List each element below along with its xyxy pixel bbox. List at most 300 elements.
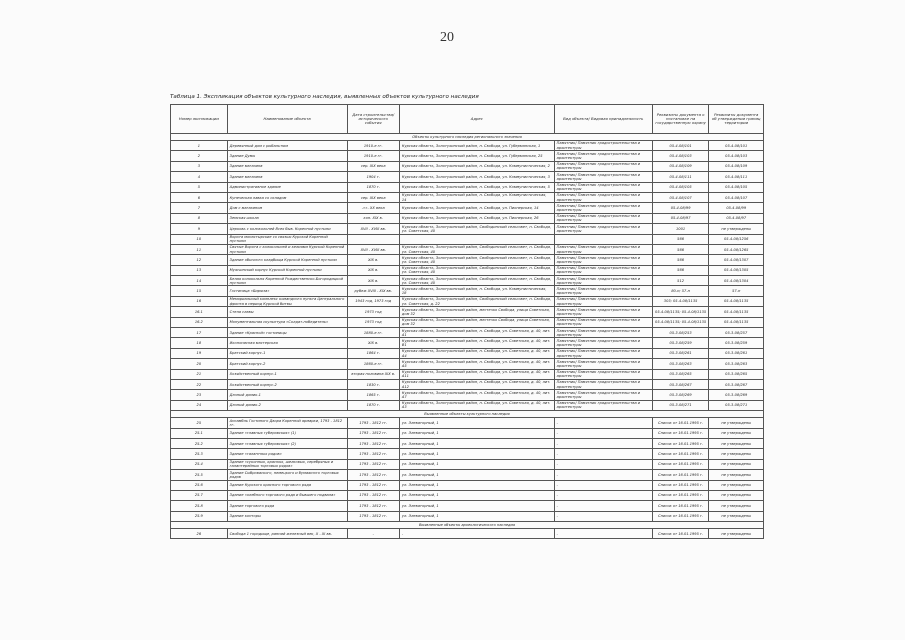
cell-boundary-doc: не утверждены xyxy=(709,480,764,490)
cell-type: Памятник/ Памятник градостроительства и архитектуры xyxy=(554,265,652,275)
table-row xyxy=(171,449,764,459)
cell-number: 22 xyxy=(171,379,228,389)
cell-name: Здание магазина xyxy=(227,161,347,171)
cell-type: Памятник/ Памятник градостроительства и архитектуры xyxy=(554,141,652,151)
cell-boundary-doc: не утверждены xyxy=(709,490,764,500)
cell-boundary-doc: 57-п xyxy=(709,286,764,296)
cell-number: 21 xyxy=(171,369,228,379)
cell-protection-doc: 566 xyxy=(652,255,709,265)
cell-type: Памятник/ Памятник градостроительства и архитектуры xyxy=(554,161,652,171)
cell-number: 25.9 xyxy=(171,511,228,521)
cell-protection-doc: Список от 16.01.1995 г. xyxy=(652,490,709,500)
cell-date: 1793 - 1812 гг. xyxy=(347,501,399,511)
cell-protection-doc: 05-3-08/263 xyxy=(652,359,709,369)
cell-date: 1860-е гг. xyxy=(347,359,399,369)
cell-protection-doc: 05-4-08/1135; 05-4-08/1135 xyxy=(652,317,709,327)
cell-date: 1910-е гг. xyxy=(347,151,399,161)
cell-type: Памятник/ Памятник градостроительства и архитектуры xyxy=(554,359,652,369)
cell-name: Дачный домик-1 xyxy=(227,390,347,400)
cell-protection-doc: Список от 16.01.1995 г. xyxy=(652,501,709,511)
cell-number: 26 xyxy=(171,529,228,539)
cell-type: Памятник/ Памятник градостроительства и архитектуры xyxy=(554,203,652,213)
cell-boundary-doc: 05-4-08/1135 xyxy=(709,307,764,317)
cell-boundary-doc: 05-4-08/103 xyxy=(709,151,764,161)
cell-number: 25.1 xyxy=(171,428,228,438)
col-header-name: Наименование объекта xyxy=(227,105,347,134)
cell-number: 16.1 xyxy=(171,307,228,317)
table-caption: Таблица 1. Экспликация объектов культурного наследия, выявленных объектов культурного наследия xyxy=(170,94,479,100)
cell-name: Хозяйственный корпус-2 xyxy=(227,379,347,389)
cell-protection-doc: 05-4-08/105 xyxy=(652,182,709,192)
cell-name: Здание «суконных, красных, шелковых, серебряных и галантерейных торговых рядов» xyxy=(227,459,347,469)
cell-protection-doc: Список от 16.01.1995 г. xyxy=(652,449,709,459)
table-row xyxy=(171,501,764,511)
cell-type: Памятник/ Памятник градостроительства и архитектуры xyxy=(554,369,652,379)
cell-address: ул. Элеваторный, 1 xyxy=(399,418,554,428)
cell-address: ул. Элеваторный, 1 xyxy=(399,470,554,480)
cell-name: Здание «хлебного торгового ряда и бывшего подвала» xyxy=(227,490,347,500)
cell-boundary-doc: 05-3-08/265 xyxy=(709,369,764,379)
cell-date: XIX в. xyxy=(347,338,399,348)
cell-number: 23 xyxy=(171,390,228,400)
cell-name: Мужчинский корпус Курской Коренной пустыни xyxy=(227,265,347,275)
cell-number: 20 xyxy=(171,359,228,369)
cell-date: XIX в. xyxy=(347,265,399,275)
cell-number: 17 xyxy=(171,328,228,338)
cell-boundary-doc: не утверждены xyxy=(709,449,764,459)
cell-protection-doc: 566 xyxy=(652,265,709,275)
cell-boundary-doc: 05-4-08/111 xyxy=(709,172,764,182)
cell-protection-doc: Список от 16.01.1995 г. xyxy=(652,459,709,469)
cell-date: 1870 г. xyxy=(347,400,399,410)
cell-name: Гостиница «Бирюза» xyxy=(227,286,347,296)
cell-type: Памятник/ Памятник градостроительства и архитектуры xyxy=(554,151,652,161)
cell-address: Курская область, Золотухинский район, п. Свобода, ул. Коммунистическая, 18 xyxy=(399,286,554,296)
cell-number: 15 xyxy=(171,286,228,296)
table-row xyxy=(171,400,764,410)
cell-boundary-doc: 05-4-08/99 xyxy=(709,203,764,213)
cell-boundary-doc: 05-4-08/1135 xyxy=(709,296,764,306)
cell-protection-doc: 05-4-08/111 xyxy=(652,172,709,182)
cell-boundary-doc: 05-3-08/269 xyxy=(709,390,764,400)
cell-type xyxy=(554,234,652,244)
cell-date: вторая половина XIX в. xyxy=(347,369,399,379)
cell-boundary-doc: 05-4-08/1307 xyxy=(709,255,764,265)
cell-boundary-doc: 05-4-08/97 xyxy=(709,213,764,223)
cell-date: 1973 год xyxy=(347,317,399,327)
cell-number: 6 xyxy=(171,192,228,202)
table-row xyxy=(171,234,764,244)
cell-type: Памятник/ Памятник градостроительства и архитектуры xyxy=(554,348,652,358)
cell-number: 25.2 xyxy=(171,438,228,448)
cell-type: - xyxy=(554,459,652,469)
cell-protection-doc: Список от 16.01.1995 г. xyxy=(652,529,709,539)
table-row xyxy=(171,151,764,161)
cell-protection-doc: 05-4-08/97 xyxy=(652,213,709,223)
cell-protection-doc: 05-4-08/103 xyxy=(652,151,709,161)
cell-date: 1864 г. xyxy=(347,348,399,358)
cell-protection-doc: 05-3-08/253 xyxy=(652,328,709,338)
cell-date: 1830 г. xyxy=(347,379,399,389)
cell-boundary-doc: не утверждены xyxy=(709,428,764,438)
cell-date: 1943 год, 1973 год xyxy=(347,296,399,306)
cell-date: сер. XIX века xyxy=(347,192,399,202)
cell-name: Здание торгового ряда xyxy=(227,501,347,511)
table-body xyxy=(171,134,764,539)
cell-protection-doc: 512 xyxy=(652,276,709,286)
cell-address: ул. Элеваторный, 1 xyxy=(399,480,554,490)
cell-name: Братский корпус-1 xyxy=(227,348,347,358)
cell-type: Памятник/ Памятник градостроительства и архитектуры xyxy=(554,224,652,234)
cell-protection-doc: Список от 16.01.1995 г. xyxy=(652,470,709,480)
table-row xyxy=(171,529,764,539)
cell-name: Земская школа xyxy=(227,213,347,223)
cell-number: 11 xyxy=(171,244,228,254)
cell-number: 24 xyxy=(171,400,228,410)
cell-name: Здание Думы xyxy=(227,151,347,161)
cell-boundary-doc: 05-4-08/1265 xyxy=(709,244,764,254)
cell-type: - xyxy=(554,470,652,480)
cell-name: Деревянный дом с рыбальтюм xyxy=(227,141,347,151)
cell-type: - xyxy=(554,449,652,459)
table-row xyxy=(171,338,764,348)
section-title: Объекты культурного наследия регионального значения xyxy=(171,134,764,141)
cell-boundary-doc: 05-3-08/267 xyxy=(709,379,764,389)
cell-protection-doc: Список от 16.01.1995 г. xyxy=(652,418,709,428)
cell-protection-doc: Список от 16.01.1995 г. xyxy=(652,438,709,448)
table-row xyxy=(171,418,764,428)
table-row xyxy=(171,307,764,317)
cell-type: Памятник/ Памятник градостроительства и архитектуры xyxy=(554,213,652,223)
cell-boundary-doc: не утверждены xyxy=(709,418,764,428)
cell-protection-doc: 05-4-08/107 xyxy=(652,192,709,202)
cell-number: 10 xyxy=(171,234,228,244)
cell-number: 25.3 xyxy=(171,449,228,459)
cell-number: 5 xyxy=(171,182,228,192)
col-header-type: Вид объекта/ Видовая принадлежность xyxy=(554,105,652,134)
cell-type: Памятник/ Памятник градостроительства и архитектуры xyxy=(554,307,652,317)
section-header-row xyxy=(171,134,764,141)
cell-name: Здание конторы xyxy=(227,511,347,521)
cell-protection-doc: Список от 16.01.1995 г. xyxy=(652,511,709,521)
cell-type: Памятник/ Памятник градостроительства и архитектуры xyxy=(554,379,652,389)
col-header-protection-doc: Реквизиты документа о постановке на государственную охрану xyxy=(652,105,709,134)
cell-protection-doc: 05-4-08/1135; 05-4-08/1135 xyxy=(652,307,709,317)
cell-type: Памятник/ Памятник градостроительства и архитектуры xyxy=(554,400,652,410)
cell-date: 1793 - 1812 гг. xyxy=(347,438,399,448)
cell-address: Курская область, Золотухинский район, п. Свобода, ул. Советская, д. 40, лит. А3 xyxy=(399,400,554,410)
cell-address: Курская область, Золотухинский район, п. Свобода, ул. Советская, д. 40, лит. А12 xyxy=(399,379,554,389)
cell-name: Здание «главных губеровских» (2) xyxy=(227,438,347,448)
cell-address: ул. Элеваторный, 1 xyxy=(399,428,554,438)
cell-address: Курская область, Золотухинский район, местечко Свобода, улица Советская, дом 32 xyxy=(399,307,554,317)
cell-protection-doc: 1001 xyxy=(652,224,709,234)
table-row xyxy=(171,490,764,500)
table-row xyxy=(171,182,764,192)
cell-number: 3 xyxy=(171,161,228,171)
cell-type: - xyxy=(554,428,652,438)
cell-number: 14 xyxy=(171,276,228,286)
cell-name: Здание обычного кладбища Курской Коренной пустыни xyxy=(227,255,347,265)
cell-address: Курская область, Золотухинский район, Свободинский сельсовет, п. Свобода, ул. Советская, 40 xyxy=(399,224,554,234)
cell-date: 1904 г. xyxy=(347,172,399,182)
cell-date: 1793 - 1812 гг. xyxy=(347,490,399,500)
cell-address: Курская область, Золотухинский район, п. Свобода, ул. Советская, д. 40, лит. А11 xyxy=(399,369,554,379)
cell-boundary-doc: 05-4-08/1304 xyxy=(709,276,764,286)
cell-type: - xyxy=(554,418,652,428)
cell-address: ул. Элеваторный, 1 xyxy=(399,501,554,511)
table-row xyxy=(171,192,764,202)
cell-boundary-doc: 05-3-08/259 xyxy=(709,338,764,348)
cell-number: 25.8 xyxy=(171,501,228,511)
cell-type: Памятник/ Памятник градостроительства и архитектуры xyxy=(554,328,652,338)
cell-number: 12 xyxy=(171,255,228,265)
page-number: 20 xyxy=(440,30,454,45)
cell-boundary-doc: 05-4-08/1256 xyxy=(709,234,764,244)
col-header-address: Адрес xyxy=(399,105,554,134)
cell-name: Хозяйственный корпус-1 xyxy=(227,369,347,379)
col-header-date: Дата строительства/ исторического события xyxy=(347,105,399,134)
cell-number: 16 xyxy=(171,296,228,306)
cell-number: 7 xyxy=(171,203,228,213)
cell-boundary-doc: 05-4-08/105 xyxy=(709,182,764,192)
cell-name: Дачный домик-2 xyxy=(227,400,347,410)
cell-date: сер. XIX века xyxy=(347,161,399,171)
cell-address: Курская область, Золотухинский район, п. Свобода, ул. Советская, д. 40, лит. А5 xyxy=(399,359,554,369)
cell-protection-doc: 05-3-08/259 xyxy=(652,338,709,348)
col-header-boundary-doc: Реквизиты документа об утверждении границ территории xyxy=(709,105,764,134)
cell-address: Курская область, Золотухинский район, п. Свобода, ул. Губерманская, 25 xyxy=(399,151,554,161)
cell-number: 25 xyxy=(171,418,228,428)
cell-protection-doc: 05-4-08/109 xyxy=(652,161,709,171)
cell-protection-doc: 303; 05-4-08/1135 xyxy=(652,296,709,306)
table-row xyxy=(171,161,764,171)
cell-address: ул. Элеваторный, 1 xyxy=(399,449,554,459)
cell-type: - xyxy=(554,490,652,500)
cell-date: -«»- XX века xyxy=(347,203,399,213)
cell-name: Монументальная скульптура «Солдат-победитель» xyxy=(227,317,347,327)
cell-date: 1793 - 1812 гг. xyxy=(347,418,399,428)
cell-boundary-doc: 05-3-08/261 xyxy=(709,348,764,358)
table-row xyxy=(171,265,764,275)
cell-name: Здание магазина xyxy=(227,172,347,182)
cell-name: Свобода 1 городище, ранний железный век, X - XI вв. xyxy=(227,529,347,539)
cell-boundary-doc: 05-4-08/101 xyxy=(709,141,764,151)
col-header-number: Номер экспликации xyxy=(171,105,228,134)
cell-protection-doc: 05-3-08/261 xyxy=(652,348,709,358)
table-row xyxy=(171,369,764,379)
table-row xyxy=(171,428,764,438)
cell-number: 1 xyxy=(171,141,228,151)
cell-boundary-doc: не утверждены xyxy=(709,511,764,521)
cell-boundary-doc: 05-3-08/271 xyxy=(709,400,764,410)
section-header-row xyxy=(171,411,764,418)
cell-protection-doc: 566 xyxy=(652,234,709,244)
cell-name: Здание «Красной» гостиницы xyxy=(227,328,347,338)
cell-protection-doc: 05-3-08/265 xyxy=(652,369,709,379)
cell-date: 1793 - 1812 гг. xyxy=(347,480,399,490)
cell-name: Белая колокольня Коренной Рождественско-Богородицкой пустыни xyxy=(227,276,347,286)
cell-name: Здание Сыброваского, немецкого и бумажного торговых рядов xyxy=(227,470,347,480)
cell-type: - xyxy=(554,480,652,490)
cell-address: Курская область, Золотухинский район, п. Свобода, ул. Советская, д. 40, лит. А7 xyxy=(399,390,554,400)
section-title: Выявленные объекты культурного наследия xyxy=(171,411,764,418)
table-row xyxy=(171,296,764,306)
cell-protection-doc: Список от 16.01.1995 г. xyxy=(652,480,709,490)
cell-date: 1973 год xyxy=(347,307,399,317)
cell-address: Курская область, Золотухинский район, п. Свобода, ул. Губерманская, 1 xyxy=(399,141,554,151)
cell-address: Курская область, Золотухинский район, п. Свобода, ул. Пионерская, 14 xyxy=(399,203,554,213)
cell-address: Курская область, Золотухинский район, Свободинский сельсовет, п. Свобода, ул. Советская, 40 xyxy=(399,276,554,286)
cell-type: Памятник/ Памятник градостроительства и архитектуры xyxy=(554,296,652,306)
cell-number: 19 xyxy=(171,348,228,358)
cell-address: ул. Элеваторный, 1 xyxy=(399,511,554,521)
cell-type: Памятник/ Памятник градостроительства и архитектуры xyxy=(554,244,652,254)
table-row xyxy=(171,317,764,327)
cell-address xyxy=(399,234,554,244)
cell-type: Памятник/ Памятник градостроительства и архитектуры xyxy=(554,286,652,296)
cell-name: Купеческая лавка со складом xyxy=(227,192,347,202)
cell-address: Курская область, Золотухинский район, п. Свобода, ул. Коммунистическая, 2 xyxy=(399,161,554,171)
cell-date: - xyxy=(347,529,399,539)
cell-date: 1793 - 1812 гг. xyxy=(347,428,399,438)
cell-number: 25.6 xyxy=(171,480,228,490)
cell-name: Иконописная мастерская xyxy=(227,338,347,348)
cell-type: Памятник/ Памятник градостроительства и архитектуры xyxy=(554,182,652,192)
cell-address: Курская область, Золотухинский район, п. Свобода, ул. Коммунистическая, 3 xyxy=(399,172,554,182)
cell-name: Церковь с колокольней Всех быв. Коренной пустыни xyxy=(227,224,347,234)
cell-number: 9 xyxy=(171,224,228,234)
cell-name: Дом с магазином xyxy=(227,203,347,213)
cell-boundary-doc: не утверждены xyxy=(709,470,764,480)
cell-number: 8 xyxy=(171,213,228,223)
cell-date xyxy=(347,234,399,244)
cell-name: Святые Ворота с колокольней и келиями Курской Коренной пустыни xyxy=(227,244,347,254)
cell-protection-doc: 05-4-08/101 xyxy=(652,141,709,151)
cell-address: - xyxy=(399,529,554,539)
cell-date: 1793 - 1812 гг. xyxy=(347,511,399,521)
cell-name: Административное здание xyxy=(227,182,347,192)
cell-number: 25.7 xyxy=(171,490,228,500)
cell-type: Памятник/ Памятник градостроительства и архитектуры xyxy=(554,255,652,265)
cell-type: Памятник/ Памятник градостроительства и архитектуры xyxy=(554,276,652,286)
table-row xyxy=(171,480,764,490)
cell-date: 1793 - 1812 гг. xyxy=(347,470,399,480)
table-row xyxy=(171,203,764,213)
cell-name: Братский корпус-2 xyxy=(227,359,347,369)
cell-boundary-doc: не утверждены xyxy=(709,501,764,511)
table-row xyxy=(171,286,764,296)
cell-number: 4 xyxy=(171,172,228,182)
cell-address: Курская область, Золотухинский район, п. Свобода, ул. Советская, д. 40, лит. В1 xyxy=(399,338,554,348)
cell-protection-doc: 566 xyxy=(652,244,709,254)
table-row xyxy=(171,172,764,182)
cell-boundary-doc: 05-3-08/263 xyxy=(709,359,764,369)
cell-boundary-doc: не утверждены xyxy=(709,459,764,469)
table-row xyxy=(171,459,764,469)
table-row xyxy=(171,438,764,448)
cell-type: Памятник/ Памятник градостроительства и архитектуры xyxy=(554,192,652,202)
cell-number: 13 xyxy=(171,265,228,275)
table-row xyxy=(171,470,764,480)
cell-protection-doc: 05-4-08/99 xyxy=(652,203,709,213)
table-row xyxy=(171,224,764,234)
cell-address: Курская область, Золотухинский район, п. Свобода, ул. Коммунистическая, 14 xyxy=(399,192,554,202)
cell-date: 1865 г. xyxy=(347,390,399,400)
cell-protection-doc: 05-3-08/271 xyxy=(652,400,709,410)
cell-protection-doc: 05-3-08/269 xyxy=(652,390,709,400)
cell-name: Ворота монастырские со связью Курской Коренной пустыни xyxy=(227,234,347,244)
cell-protection-doc: Список от 16.01.1995 г. xyxy=(652,428,709,438)
cell-type: Памятник/ Памятник градостроительства и архитектуры xyxy=(554,390,652,400)
table-row xyxy=(171,359,764,369)
cell-date: 1793 - 1812 гг. xyxy=(347,459,399,469)
cell-name: Здание Курского красного торгового ряда xyxy=(227,480,347,490)
cell-type: Памятник/ Памятник градостроительства и архитектуры xyxy=(554,338,652,348)
cell-date: XIX в. xyxy=(347,276,399,286)
cell-name: Здание «галантных рядов» xyxy=(227,449,347,459)
cell-number: 25.4 xyxy=(171,459,228,469)
cell-date: 1880-е гг. xyxy=(347,328,399,338)
cell-date: XVII - XVIII вв. xyxy=(347,224,399,234)
cell-address: Курская область, Золотухинский район, п. Свобода, ул. Советская, д. 40, лит. А4 xyxy=(399,348,554,358)
cell-boundary-doc: 05-4-08/1135 xyxy=(709,317,764,327)
cell-address: Курская область, Золотухинский район, Свободинский сельсовет, п. Свобода, ул. Советская, 40 xyxy=(399,244,554,254)
table-row xyxy=(171,348,764,358)
table-row xyxy=(171,379,764,389)
cell-type: - xyxy=(554,529,652,539)
cell-boundary-doc: 05-4-08/1305 xyxy=(709,265,764,275)
cell-address: ул. Элеваторный, 1 xyxy=(399,438,554,448)
table-row xyxy=(171,390,764,400)
cell-address: Курская область, Золотухинский район, п. Свобода, ул. Коммунистическая, 5 xyxy=(399,182,554,192)
cell-name: Стела славы xyxy=(227,307,347,317)
section-header-row xyxy=(171,522,764,529)
cell-boundary-doc: 05-4-08/109 xyxy=(709,161,764,171)
section-title: Выявленные объекты археологического наследия xyxy=(171,522,764,529)
cell-number: 25.5 xyxy=(171,470,228,480)
cell-type: - xyxy=(554,438,652,448)
cell-type: - xyxy=(554,511,652,521)
cell-type: - xyxy=(554,501,652,511)
cell-number: 18 xyxy=(171,338,228,348)
cell-name: Мемориальный комплекс командного пункта Центрального фронта в период Курской битвы xyxy=(227,296,347,306)
table-row xyxy=(171,141,764,151)
cell-type: Памятник/ Памятник градостроительства и архитектуры xyxy=(554,317,652,327)
cell-date: 1910-е гг. xyxy=(347,141,399,151)
table-row xyxy=(171,328,764,338)
cell-protection-doc: 80-п; 57-п xyxy=(652,286,709,296)
table-row xyxy=(171,511,764,521)
cell-date: 1793 - 1812 гг. xyxy=(347,449,399,459)
cell-type: Памятник/ Памятник градостроительства и архитектуры xyxy=(554,172,652,182)
cell-number: 2 xyxy=(171,151,228,161)
table-row xyxy=(171,244,764,254)
cell-address: Курская область, Золотухинский район, Свободинский сельсовет, п. Свобода, ул. Советская, 40 xyxy=(399,255,554,265)
cell-boundary-doc: не утверждены xyxy=(709,529,764,539)
cell-address: Курская область, Золотухинский район, Свободинский сельсовет, п. Свобода, ул. Советская, 40 xyxy=(399,265,554,275)
heritage-table xyxy=(170,104,764,539)
table-row xyxy=(171,213,764,223)
cell-address: ул. Элеваторный, 1 xyxy=(399,459,554,469)
cell-boundary-doc: 05-4-08/107 xyxy=(709,192,764,202)
table-row xyxy=(171,255,764,265)
cell-date: 1870 г. xyxy=(347,182,399,192)
cell-date: XVII - XVIII вв. xyxy=(347,244,399,254)
cell-address: ул. Элеваторный, 1 xyxy=(399,490,554,500)
cell-address: Курская область, Золотухинский район, Свободинский сельсовет, п. Свобода, ул. Советская, д. 22 xyxy=(399,296,554,306)
cell-name: Ансамбль Гостиного Двора Коренной ярмарки, 1793 - 1812 гг. xyxy=(227,418,347,428)
